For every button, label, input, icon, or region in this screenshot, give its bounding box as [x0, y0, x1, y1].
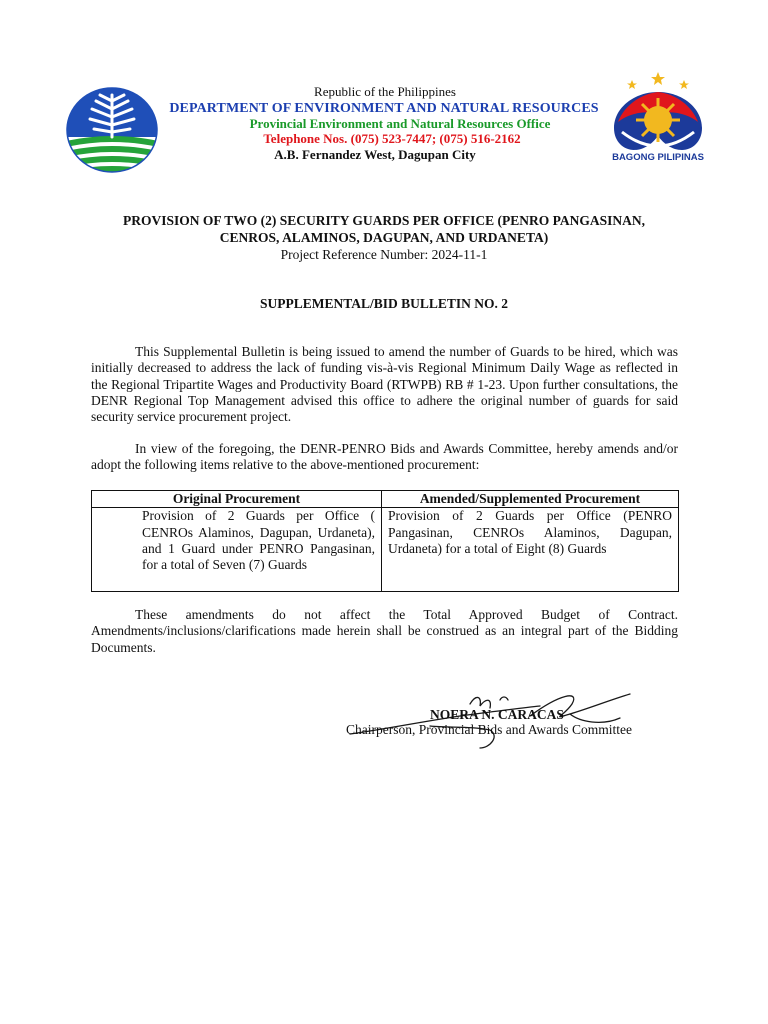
telephone-line: Telephone Nos. (075) 523-7447; (075) 516-2162: [263, 131, 521, 146]
header-original: Original Procurement: [92, 491, 382, 508]
project-reference: Project Reference Number: 2024-11-1: [280, 247, 488, 262]
paragraph-3: These amendments do not affect the Total Approved Budget of Contract. Amendments/inclusions/clarifications made herein shall be construed as an integral part of the Bidding Documents.: [91, 607, 678, 655]
table-row: [92, 508, 679, 592]
office-name: Provincial Environment and Natural Resources Office: [249, 116, 551, 131]
department-name: DEPARTMENT OF ENVIRONMENT AND NATURAL RESOURCES: [169, 101, 599, 116]
signatory-position: Chairperson, Provincial Bids and Awards Committee: [346, 722, 632, 737]
table-header-row: [92, 491, 679, 508]
paragraph-2: In view of the foregoing, the DENR-PENRO Bids and Awards Committee, hereby amends and/or adopt the following items relative to the above-mentioned procurement:: [91, 441, 678, 473]
paragraph-1: This Supplemental Bulletin is being issued to amend the number of Guards to be hired, which was initially decreased to address the lack of funding vis-à-vis Regional Minimum Daily Wage as reflected in the Regional Tripartite Wages and Productivity Board (RTWPB) RB # 1-23. Upon further consultations, the DENR Regional Top Management advised this office to adhere the original number of guards for said security service procurement project.: [91, 344, 678, 425]
original-procurement-cell: Provision of 2 Guards per Office ( CENROs Alaminos, Dagupan, Urdaneta), and 1 Guard under PENRO Pangasinan, for a total of Seven (7) Guards: [92, 508, 382, 592]
signatory-name: NOERA N. CARACAS: [430, 707, 564, 722]
bulletin-heading: SUPPLEMENTAL/BID BULLETIN NO. 2: [259, 296, 509, 311]
document-title-line2: CENROS, ALAMINOS, DAGUPAN, AND URDANETA): [219, 230, 549, 245]
denr-logo: [66, 87, 158, 173]
bagong-pilipinas-text: BAGONG PILIPINAS: [612, 152, 704, 163]
address-line: A.B. Fernandez West, Dagupan City: [274, 147, 476, 162]
document-title-line1: PROVISION OF TWO (2) SECURITY GUARDS PER OFFICE (PENRO PANGASINAN,: [122, 213, 646, 228]
republic-line: Republic of the Philippines: [314, 84, 456, 99]
header-amended: Amended/Supplemented Procurement: [382, 491, 679, 508]
amended-procurement-cell: Provision of 2 Guards per Office (PENRO Pangasinan, CENROs Alaminos, Dagupan, Urdaneta) for a total of Eight (8) Guards: [382, 508, 679, 592]
procurement-table: [91, 490, 679, 592]
